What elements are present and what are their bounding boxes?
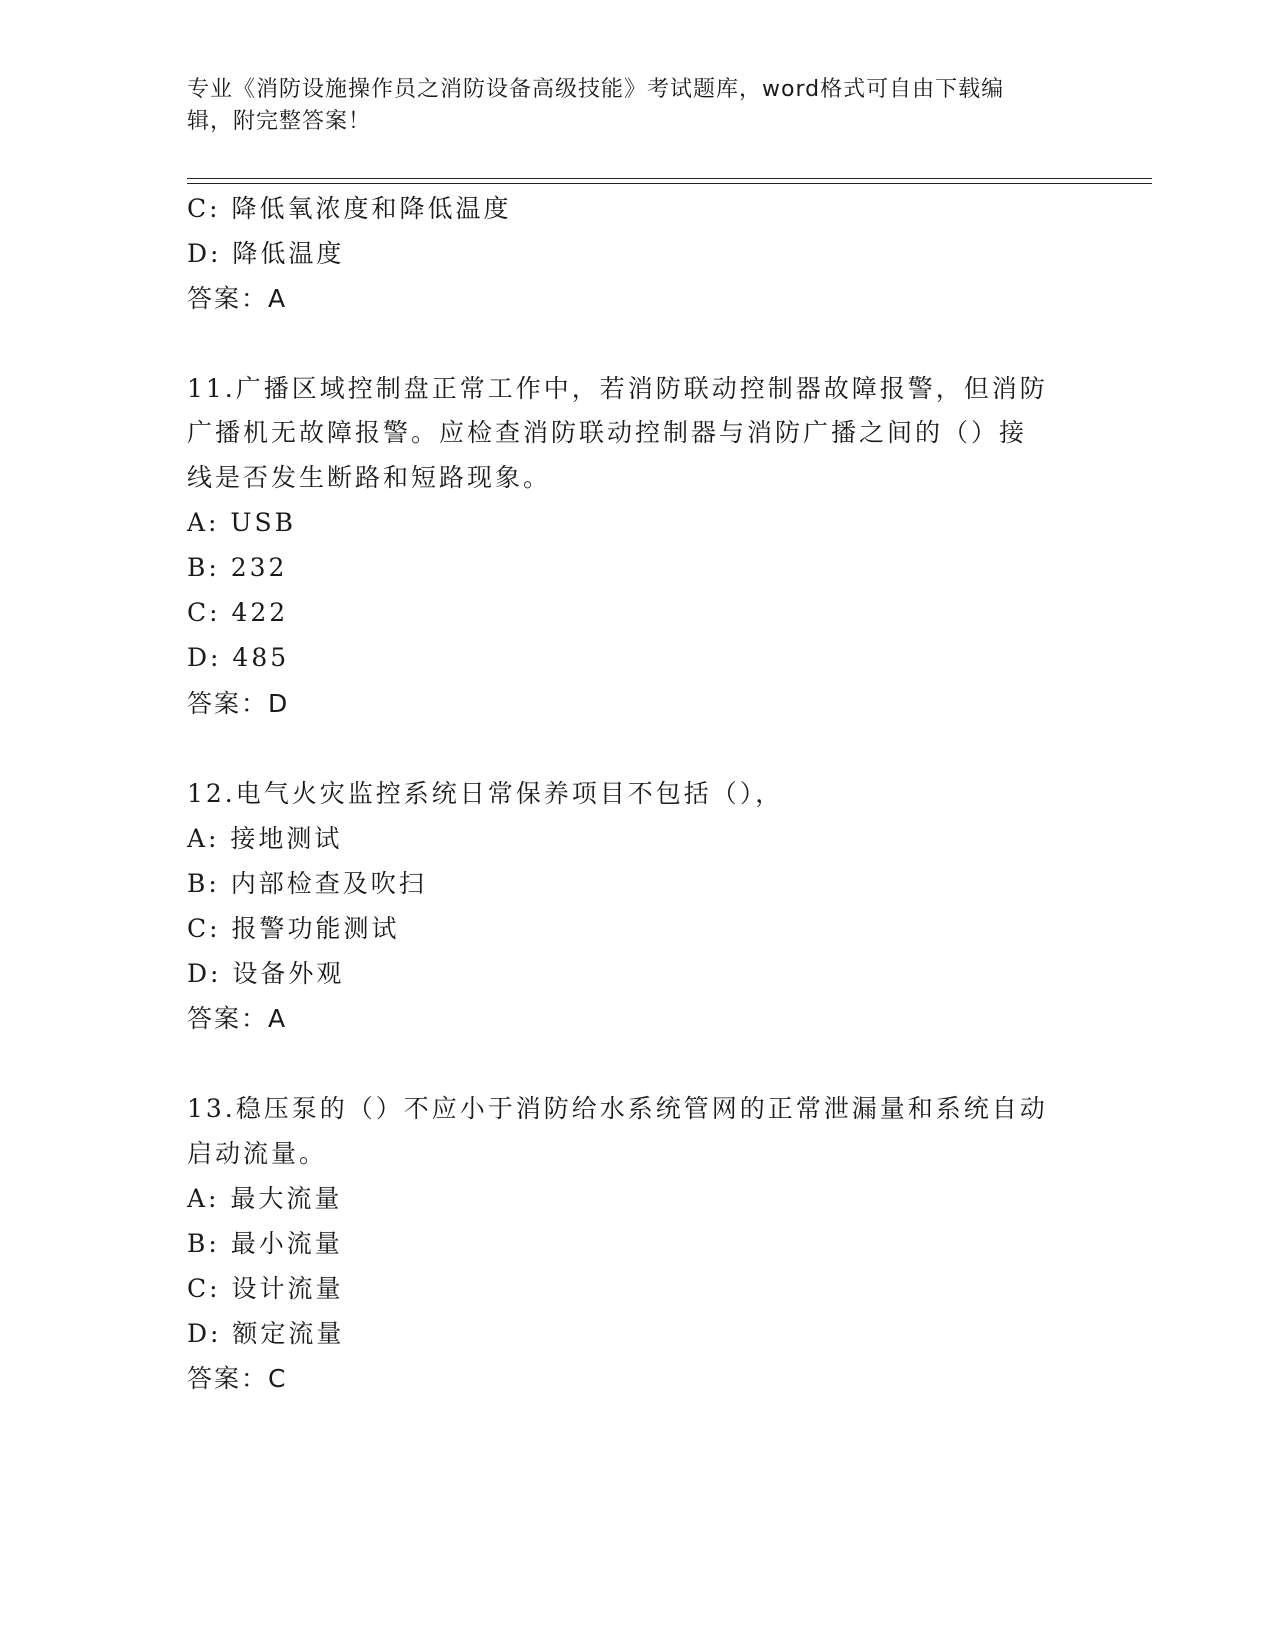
q11-stem-line-1: 11.广播区域控制盘正常工作中，若消防联动控制器故障报警，但消防 bbox=[187, 374, 1048, 403]
q10-answer: 答案：A bbox=[187, 284, 288, 313]
header-line-1: 专业《消防设施操作员之消防设备高级技能》考试题库，word格式可自由下载编 bbox=[187, 77, 1005, 102]
q13-stem-line-2: 启动流量。 bbox=[187, 1139, 328, 1168]
q10-option-c: C: 降低氧浓度和降低温度 bbox=[187, 194, 512, 223]
q13-option-d: D: 额定流量 bbox=[187, 1319, 345, 1348]
document-header bbox=[187, 74, 1067, 138]
q11-stem-line-2: 广播机无故障报警。应检查消防联动控制器与消防广播之间的（）接 bbox=[187, 418, 1028, 447]
q11-answer: 答案：D bbox=[187, 689, 290, 718]
q13-option-c: C: 设计流量 bbox=[187, 1274, 344, 1303]
header-line-2: 辑，附完整答案！ bbox=[187, 109, 372, 134]
q11-option-c: C: 422 bbox=[187, 598, 289, 627]
q12-option-a: A: 接地测试 bbox=[187, 824, 343, 853]
q11-stem-line-3: 线是否发生断路和短路现象。 bbox=[187, 463, 552, 492]
q11-option-b: B: 232 bbox=[187, 553, 288, 582]
q12-stem-line-1: 12.电气火灾监控系统日常保养项目不包括（）， bbox=[187, 779, 784, 808]
q13-option-b: B: 最小流量 bbox=[187, 1229, 343, 1258]
q12-answer: 答案：A bbox=[187, 1004, 288, 1033]
q13-option-a: A: 最大流量 bbox=[187, 1184, 343, 1213]
q11-option-d: D: 485 bbox=[187, 643, 290, 672]
q10-option-d: D: 降低温度 bbox=[187, 239, 345, 268]
q11-option-a: A: USB bbox=[187, 508, 296, 537]
q12-option-b: B: 内部检查及吹扫 bbox=[187, 869, 427, 898]
q12-option-c: C: 报警功能测试 bbox=[187, 914, 400, 943]
header-divider-top bbox=[187, 178, 1152, 179]
q12-option-d: D: 设备外观 bbox=[187, 959, 345, 988]
header-divider-bottom bbox=[187, 183, 1152, 184]
q13-answer: 答案：C bbox=[187, 1364, 288, 1393]
q13-stem-line-1: 13.稳压泵的（）不应小于消防给水系统管网的正常泄漏量和系统自动 bbox=[187, 1094, 1048, 1123]
